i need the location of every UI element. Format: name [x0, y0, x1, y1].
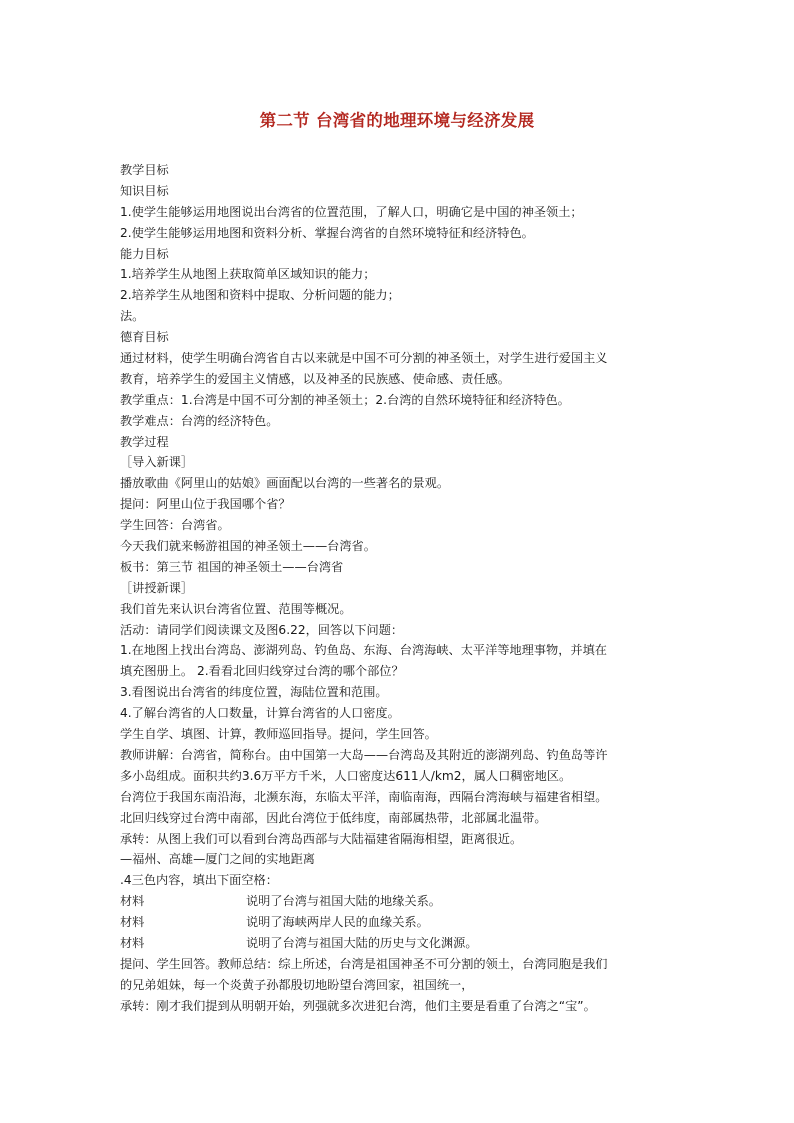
text-line: 板书：第三节 祖国的神圣领土——台湾省	[120, 559, 344, 574]
text-line: 2.培养学生从地图和资料中提取、分析问题的能力；	[120, 288, 400, 303]
text-line: 学生回答：台湾省。	[120, 518, 230, 533]
text-line: 我们首先来认识台湾省位置、范围等概况。	[120, 601, 352, 616]
text-line: 教学难点：台湾的经济特色。	[120, 413, 279, 428]
material-row	[120, 933, 680, 954]
material-text: 说明了海峡两岸人民的血缘关系。	[246, 915, 429, 930]
text-line: 北回归线穿过台湾中南部，因此台湾位于低纬度，南部属热带，北部属北温带。	[120, 810, 547, 825]
text-line: 1.使学生能够运用地图说出台湾省的位置范围，了解人口，明确它是中国的神圣领土；	[120, 204, 583, 219]
material-text: 说明了台湾与祖国大陆的历史与文化渊源。	[246, 935, 478, 950]
material-row	[120, 891, 680, 912]
text-line: 播放歌曲《阿里山的姑娘》画面配以台湾的一些著名的景观。	[120, 476, 450, 491]
text-line: 台湾位于我国东南沿海，北濒东海，东临太平洋，南临南海，西隔台湾海峡与福建省相望。	[120, 789, 608, 804]
text-line: 承转：从图上我们可以看到台湾岛西部与大陆福建省隔海相望，距离很近。	[120, 831, 523, 846]
text-line: 活动：请同学们阅读课文及图6.22，回答以下问题：	[120, 622, 404, 637]
text-line: 教学过程	[120, 434, 169, 449]
text-line: 知识目标	[120, 183, 169, 198]
text-line: ［讲授新课］	[120, 580, 194, 595]
text-line: 通过材料，使学生明确台湾省自古以来就是中国不可分割的神圣领土，对学生进行爱国主义	[120, 351, 608, 366]
text-line: 1.培养学生从地图上获取简单区域知识的能力；	[120, 267, 376, 282]
text-line: 2.使学生能够运用地图和资料分析、掌握台湾省的自然环境特征和经济特色。	[120, 225, 534, 240]
text-line: 教育，培养学生的爱国主义情感，以及神圣的民族感、使命感、责任感。	[120, 371, 510, 386]
text-line: —福州、高雄—厦门之间的实地距离	[120, 852, 315, 867]
material-text: 说明了台湾与祖国大陆的地缘关系。	[246, 894, 441, 909]
text-line: 承转：刚才我们提到从明朝开始，列强就多次进犯台湾，他们主要是看重了台湾之“宝”。	[120, 998, 596, 1013]
text-line: .4三色内容，填出下面空格：	[120, 873, 278, 888]
text-line: 填充图册上。 2.看看北回归线穿过台湾的哪个部位？	[120, 664, 404, 679]
text-line: 今天我们就来畅游祖国的神圣领土——台湾省。	[120, 539, 376, 554]
text-line: 教学目标	[120, 163, 169, 177]
text-line: 1.在地图上找出台湾岛、澎湖列岛、钓鱼岛、东海、台湾海峡、太平洋等地理事物，并填在	[120, 643, 607, 658]
text-line: 提问：阿里山位于我国哪个省？	[120, 497, 291, 512]
text-line: 法。	[120, 309, 145, 324]
material-row	[120, 912, 680, 933]
page-title: 第二节 台湾省的地理环境与经济发展	[259, 111, 535, 130]
lesson-body	[120, 160, 680, 1017]
text-line: 3.看图说出台湾省的纬度位置，海陆位置和范围。	[120, 685, 388, 700]
text-line: 能力目标	[120, 246, 169, 261]
text-line: 教师讲解：台湾省，简称台。由中国第一大岛——台湾岛及其附近的澎湖列岛、钓鱼岛等许	[120, 747, 608, 762]
text-line: 学生自学、填图、计算，教师巡回指导。提问，学生回答。	[120, 727, 437, 742]
text-line: 多小岛组成。面积共约3.6万平方千米，人口密度达611人/km2，属人口稠密地区。	[120, 768, 572, 783]
text-line: 德育目标	[120, 330, 169, 345]
text-line: ［导入新课］	[120, 455, 194, 470]
material-label: 材料	[120, 915, 145, 930]
text-line: 的兄弟姐妹，每一个炎黄子孙都殷切地盼望台湾回家，祖国统一，	[120, 977, 474, 992]
text-line: 教学重点：1.台湾是中国不可分割的神圣领土；2.台湾的自然环境特征和经济特色。	[120, 392, 570, 407]
text-line: 4.了解台湾省的人口数量，计算台湾省的人口密度。	[120, 706, 400, 721]
material-label: 材料	[120, 935, 145, 950]
material-label: 材料	[120, 894, 145, 909]
text-line: 提问、学生回答。教师总结：综上所述，台湾是祖国神圣不可分割的领土，台湾同胞是我们	[120, 956, 608, 971]
